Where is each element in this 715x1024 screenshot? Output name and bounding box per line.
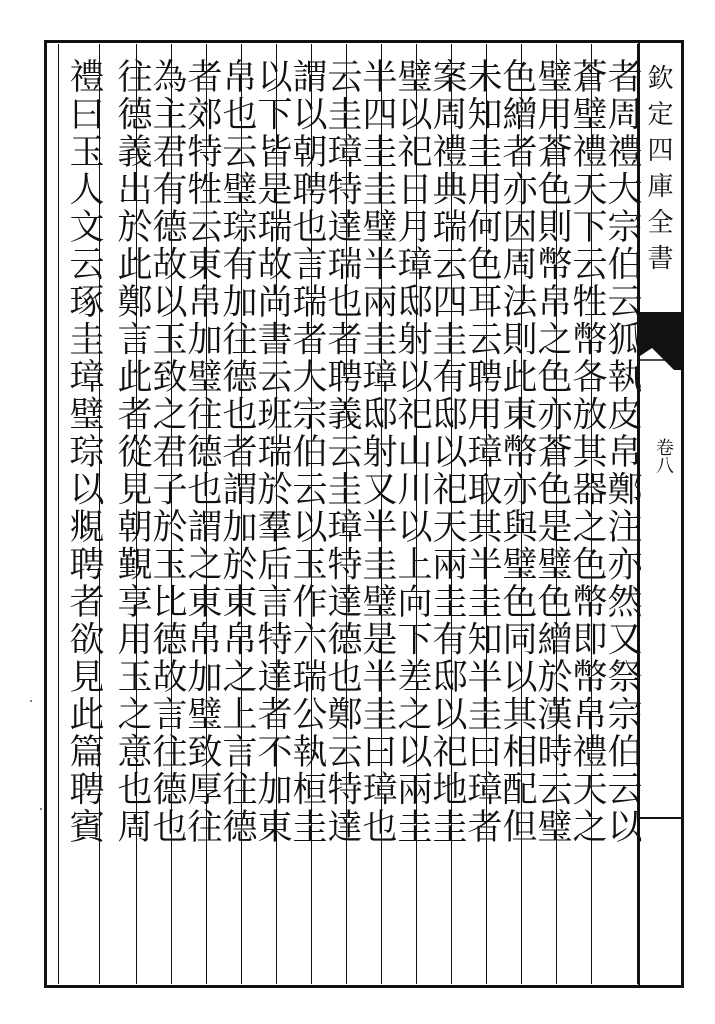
book-title: 欽定四庫全書 (643, 64, 673, 280)
text-column: 者郊特牲云東帛加璧往德也謂之東帛加璧致厚往 (182, 58, 222, 846)
text-column: 半四圭圭璧半兩圭璋邸射又半圭璧是半圭曰璋也 (357, 58, 397, 846)
text-column: 色繒者亦因周法則此東幣亦與璧色同以其相配但 (497, 58, 537, 846)
text-column: 璧以祀日月璋邸射以祀山川以上向下差之以兩圭 (392, 58, 432, 846)
text-column: 謂以朝聘也言瑞者大宗伯云以玉作六瑞公執桓圭 (287, 58, 327, 846)
fishtail-mark-icon (640, 312, 684, 370)
text-column: 帛也云璧琮有加往德也者謂加於東帛之上言往德 (217, 58, 257, 846)
scan-speck (30, 700, 32, 702)
text-column: 璧用蒼色則幣帛之色亦蒼色是璧色繒於漢時云璧 (532, 58, 572, 846)
text-column: 未知圭用何色耳云聘用璋取其半圭知半圭曰璋者 (462, 58, 502, 846)
text-column: 以下皆是瑞故尚書云班瑞於羣后言特達者不加東 (252, 58, 292, 846)
volume-label: 卷八 (653, 438, 674, 474)
text-column: 云圭璋特達瑞也者聘義云圭璋特達德也鄭云特達 (322, 58, 362, 846)
text-column: 案周禮典瑞云四圭有邸以祀天兩圭有邸以祀地圭 (427, 58, 467, 846)
scan-speck (40, 808, 42, 810)
text-column: 禮曰玉人文云琢圭璋璧琮以覜聘者欲見此篇聘賓 (64, 58, 104, 846)
text-column: 為主君有德故以玉致之君子於玉比德故言往德也 (147, 58, 187, 846)
text-column: 者周禮大宗伯云狐執皮帛鄭注亦然又祭宗伯云以 (602, 58, 642, 846)
text-column: 蒼璧禮天下云牲幣各放其器之色幣即幣帛禮天之 (567, 58, 607, 846)
margin-tick (640, 817, 684, 819)
text-column: 往德義出於此鄭言此者從見朝覲享用玉之意也周 (112, 58, 152, 846)
